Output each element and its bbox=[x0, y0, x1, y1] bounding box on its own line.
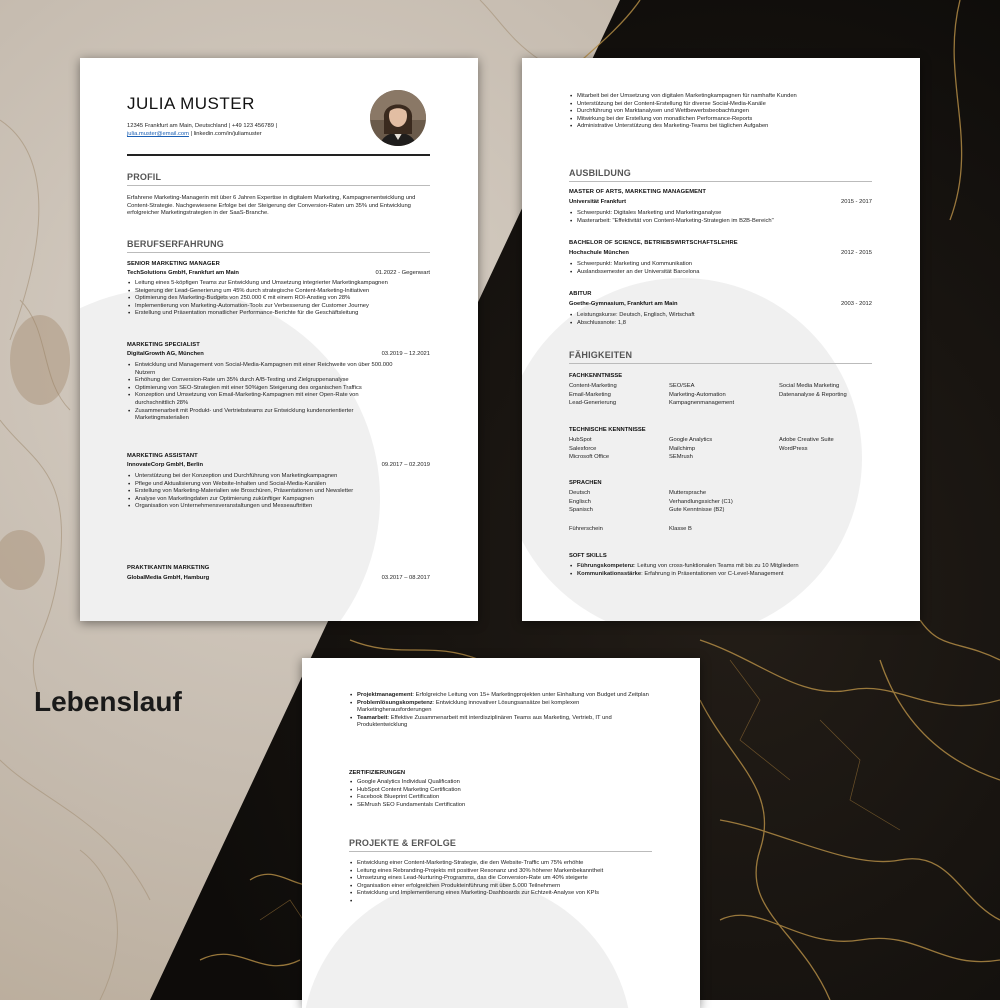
section-heading-education: AUSBILDUNG bbox=[569, 168, 631, 178]
certification-item: • Facebook Blueprint Certification bbox=[349, 794, 649, 802]
skill-item: Marketing-Automation bbox=[669, 391, 726, 398]
skill-item bbox=[779, 453, 889, 462]
education-bullets bbox=[569, 210, 874, 225]
job-bullet: • Mitarbeit bei der Umsetzung von digitalen Marketingkampagnen für namhafte Kunden bbox=[569, 93, 889, 101]
job-bullet: • Leitung eines 5-köpfigen Teams zur Entwicklung und Umsetzung integrierter Marketingkampagnen bbox=[127, 280, 432, 288]
skill-item: WordPress bbox=[779, 445, 808, 452]
contact-line-2 bbox=[127, 131, 262, 139]
education-bullet: • Schwerpunkt: Digitales Marketing und Marketinganalyse bbox=[569, 210, 874, 218]
soft-skill-name: Teamarbeit bbox=[357, 714, 388, 721]
language-level: Muttersprache bbox=[669, 490, 707, 496]
section-heading-skills: FÄHIGKEITEN bbox=[569, 350, 633, 360]
soft-skills-list bbox=[349, 692, 649, 730]
contact-line-1: 12345 Frankfurt am Main, Deutschland | +49 123 456789 | bbox=[127, 123, 278, 129]
school-name: Universität Frankfurt bbox=[569, 199, 627, 205]
education-bullet: • Masterarbeit: "Effektivität von Content-Marketing-Strategien im B2B-Bereich" bbox=[569, 218, 874, 226]
job-bullet: • Erstellung von Marketing-Materialien wie Broschüren, Präsentationen und Newsletter bbox=[127, 488, 432, 496]
skill-item: Microsoft Office bbox=[569, 454, 610, 461]
language-level: Verhandlungssicher (C1) bbox=[669, 498, 733, 505]
job-date: 01.2022 - Gegenwart bbox=[375, 270, 430, 276]
license-value: Klasse B bbox=[669, 526, 692, 532]
skill-item: Social Media Marketing bbox=[779, 383, 840, 389]
project-item: • Entwicklung einer Content-Marketing-Strategie, die den Website-Traffic um 75% erhöhte bbox=[349, 860, 659, 868]
skill-item: SEMrush bbox=[669, 454, 693, 461]
profile-photo bbox=[370, 90, 426, 146]
section-rule bbox=[127, 185, 430, 186]
languages-grid bbox=[569, 489, 779, 515]
job-bullet: • Steigerung der Lead-Generierung um 45% durch strategische Content-Marketing-Initiativen bbox=[127, 288, 432, 296]
resume-page-1 bbox=[80, 58, 478, 621]
soft-skill-item bbox=[349, 692, 649, 700]
school-name: Goethe-Gymnasium, Frankfurt am Main bbox=[569, 301, 678, 307]
degree-title: BACHELOR OF SCIENCE, BETRIEBSWIRTSCHAFTSLEHRE bbox=[569, 240, 738, 246]
license-label: Führerschein bbox=[569, 526, 603, 532]
job-bullet: • Unterstützung bei der Content-Erstellung für diverse Social-Media-Kanäle bbox=[569, 101, 889, 109]
job-title: PRAKTIKANTIN MARKETING bbox=[127, 565, 210, 571]
skill-item: Content-Marketing bbox=[569, 383, 617, 389]
skills-subheading-languages: SPRACHEN bbox=[569, 480, 602, 486]
certifications-list bbox=[349, 779, 649, 809]
education-bullet: • Schwerpunkt: Marketing und Kommunikation bbox=[569, 261, 874, 269]
project-item: • Organisation einer erfolgreichen Produkteinführung mit über 5.000 Teilnehmern bbox=[349, 883, 659, 891]
job-bullet: • Administrative Unterstützung des Marketing-Teams bei täglichen Aufgaben bbox=[569, 123, 889, 131]
skills-subheading-tech: TECHNISCHE KENNTNISSE bbox=[569, 427, 646, 433]
linkedin-text: | linkedin.com/in/juliamuster bbox=[188, 131, 262, 137]
project-item: • Umsetzung eines Lead-Nurturing-Programms, das die Conversion-Rate um 40% steigerte bbox=[349, 875, 659, 883]
job-date: 03.2017 – 08.2017 bbox=[381, 575, 430, 581]
soft-skill-item bbox=[349, 700, 649, 715]
skill-item: SEO/SEA bbox=[669, 383, 695, 389]
fach-skills-grid bbox=[569, 382, 889, 408]
job-date: 09.2017 – 02.2019 bbox=[381, 462, 430, 468]
tech-skills-grid bbox=[569, 436, 889, 462]
education-date: 2003 - 2012 bbox=[841, 301, 872, 307]
certification-item: • HubSpot Content Marketing Certification bbox=[349, 787, 649, 795]
email-link[interactable]: julia.muster@email.com bbox=[127, 131, 189, 137]
skill-item: Google Analytics bbox=[669, 437, 713, 443]
language-name: Spanisch bbox=[569, 507, 593, 514]
job-bullet: • Erhöhung der Conversion-Rate um 35% durch A/B-Testing und Zielgruppenanalyse bbox=[127, 377, 397, 385]
page-decor-circle bbox=[80, 288, 380, 621]
skill-item: Email-Marketing bbox=[569, 391, 611, 398]
job-date: 03.2019 – 12.2021 bbox=[381, 351, 430, 357]
job-bullet: • Durchführung von Marktanalysen und Wettbewerbsbeobachtungen bbox=[569, 108, 889, 116]
section-rule bbox=[569, 363, 872, 364]
education-bullet: • Leistungskurse: Deutsch, Englisch, Wirtschaft bbox=[569, 312, 874, 320]
job-title: MARKETING ASSISTANT bbox=[127, 453, 198, 459]
education-date: 2012 - 2015 bbox=[841, 250, 872, 256]
skill-item: Lead-Generierung bbox=[569, 400, 617, 407]
soft-skill-name: Problemlösungskompetenz bbox=[357, 699, 433, 706]
skills-subheading-fach: FACHKENNTNISSE bbox=[569, 373, 623, 379]
soft-skill-desc: : Entwicklung innovativer Lösungsansätze bei komplexen Marketingherausforderungen bbox=[357, 699, 580, 714]
section-heading-experience: BERUFSERFAHRUNG bbox=[127, 239, 225, 249]
lebenslauf-label: Lebenslauf bbox=[34, 686, 182, 717]
soft-skill-name: Projektmanagement bbox=[357, 692, 413, 698]
job-bullet: • Erstellung und Präsentation monatlicher Performance-Berichte für die Geschäftsleitung bbox=[127, 310, 432, 318]
soft-skill-item bbox=[349, 715, 649, 730]
resume-page-2 bbox=[522, 58, 920, 621]
job-bullet: • Entwicklung und Management von Social-Media-Kampagnen mit einer Reichweite von über 500.000 Nutzern bbox=[127, 362, 397, 377]
certifications-heading: ZERTIFIZIERUNGEN bbox=[349, 770, 406, 776]
section-rule bbox=[127, 252, 430, 253]
job-bullets bbox=[127, 473, 432, 511]
projects-list bbox=[349, 860, 659, 898]
job-bullet: • Mitwirkung bei der Erstellung von monatlichen Performance-Reports bbox=[569, 116, 889, 124]
soft-skills-list bbox=[569, 563, 879, 578]
job-bullet: • Zusammenarbeit mit Produkt- und Vertriebsteams zur Entwicklung kundenorientierter Marketingmaterialien bbox=[127, 408, 397, 423]
education-date: 2015 - 2017 bbox=[841, 199, 872, 205]
skill-item: Kampagnenmanagement bbox=[669, 400, 735, 407]
education-bullets bbox=[569, 261, 874, 276]
job-bullet: • Unterstützung bei der Konzeption und Durchführung von Marketingkampagnen bbox=[127, 473, 432, 481]
degree-title: MASTER OF ARTS, MARKETING MANAGEMENT bbox=[569, 189, 707, 195]
language-name: Englisch bbox=[569, 498, 591, 505]
section-rule bbox=[569, 181, 872, 182]
education-bullets bbox=[569, 312, 874, 327]
continued-job-bullets bbox=[569, 93, 889, 131]
soft-skill-desc: : Erfahrung in Präsentationen vor C-Level-Management bbox=[641, 570, 784, 577]
job-bullets bbox=[127, 280, 432, 318]
skills-subheading-soft: SOFT SKILLS bbox=[569, 553, 607, 559]
project-item: • Entwicklung und Implementierung eines Marketing-Dashboards zur Echtzeit-Analyse von KPIs bbox=[349, 890, 659, 898]
job-bullet: • Konzeption und Umsetzung von Email-Marketing-Kampagnen mit einer Open-Rate von durchschnittlich 28% bbox=[127, 392, 397, 407]
school-name: Hochschule München bbox=[569, 250, 629, 256]
language-name: Deutsch bbox=[569, 490, 591, 496]
job-bullet: • Optimierung von SEO-Strategien mit einer 50%igen Steigerung des organischen Traffics bbox=[127, 385, 397, 393]
job-title: SENIOR MARKETING MANAGER bbox=[127, 261, 220, 267]
skill-item bbox=[779, 399, 889, 408]
job-company: InnovateCorp GmbH, Berlin bbox=[127, 462, 204, 468]
header-divider bbox=[127, 154, 430, 156]
job-bullet: • Pflege und Aktualisierung von Website-Inhalten und Social-Media-Kanälen bbox=[127, 481, 432, 489]
job-bullet: • Organisation von Unternehmensveranstaltungen und Messeauftritten bbox=[127, 503, 432, 511]
resume-page-3 bbox=[302, 658, 700, 1008]
soft-skill-item bbox=[569, 571, 879, 579]
job-bullet: • Implementierung von Marketing-Automation-Tools zur Verbesserung der Customer Journey bbox=[127, 303, 432, 311]
soft-skill-item bbox=[569, 563, 879, 571]
skill-item: Adobe Creative Suite bbox=[779, 437, 834, 443]
job-title: MARKETING SPECIALIST bbox=[127, 342, 200, 348]
section-heading-projects: PROJEKTE & ERFOLGE bbox=[349, 838, 457, 848]
job-bullet: • Optimierung des Marketing-Budgets von 250.000 € mit einem ROI-Anstieg von 28% bbox=[127, 295, 432, 303]
soft-skill-name: Kommunikationsstärke bbox=[577, 570, 642, 577]
profil-text: Erfahrene Marketing-Managerin mit über 6 Jahren Expertise in digitalem Marketing, Kampagnenentwicklung und Content-Strategie. Nachgewiesene Erfolge bei der Steigerung der Conversion-Raten um 35% und Entwicklung erfolgreicher Marketingstrategien in der SaaS-Branche. bbox=[127, 195, 416, 217]
skill-item: HubSpot bbox=[569, 437, 592, 443]
education-bullet: • Auslandssemester an der Universität Barcelona bbox=[569, 269, 874, 277]
soft-skill-name: Führungskompetenz bbox=[577, 563, 635, 569]
skill-item: Mailchimp bbox=[669, 445, 696, 452]
education-bullet: • Abschlussnote: 1,8 bbox=[569, 320, 874, 328]
job-bullets bbox=[127, 362, 397, 423]
job-company: DigitalGrowth AG, München bbox=[127, 351, 204, 357]
soft-skill-desc: : Leitung von cross-funktionalen Teams mit bis zu 10 Mitgliedern bbox=[634, 563, 799, 569]
skill-item: Salesforce bbox=[569, 445, 597, 452]
section-rule bbox=[349, 851, 652, 852]
soft-skill-desc: : Effektive Zusammenarbeit mit interdisziplinären Teams aus Marketing, Vertrieb, IT und Produktentwicklung bbox=[357, 714, 612, 729]
job-company: GlobalMedia GmbH, Hamburg bbox=[127, 575, 210, 581]
job-bullet: • Analyse von Marketingdaten zur Optimierung zukünftiger Kampagnen bbox=[127, 496, 432, 504]
soft-skill-desc: : Erfolgreiche Leitung von 15+ Marketingprojekten unter Einhaltung von Budget und Zeitplan bbox=[412, 692, 649, 698]
section-heading-profil: PROFIL bbox=[127, 172, 162, 182]
degree-title: ABITUR bbox=[569, 291, 592, 297]
license-row bbox=[569, 525, 779, 534]
language-level: Gute Kenntnisse (B2) bbox=[669, 507, 725, 514]
certification-item: • Google Analytics Individual Qualification bbox=[349, 779, 649, 787]
certification-item: • SEMrush SEO Fundamentals Certification bbox=[349, 802, 649, 810]
job-company: TechSolutions GmbH, Frankfurt am Main bbox=[127, 270, 239, 276]
skill-item: Datenanalyse & Reporting bbox=[779, 391, 847, 398]
project-item: • Leitung eines Rebranding-Projekts mit positiver Resonanz und 30% höherer Markenbekanntheit bbox=[349, 868, 659, 876]
candidate-name: JULIA MUSTER bbox=[127, 94, 255, 113]
